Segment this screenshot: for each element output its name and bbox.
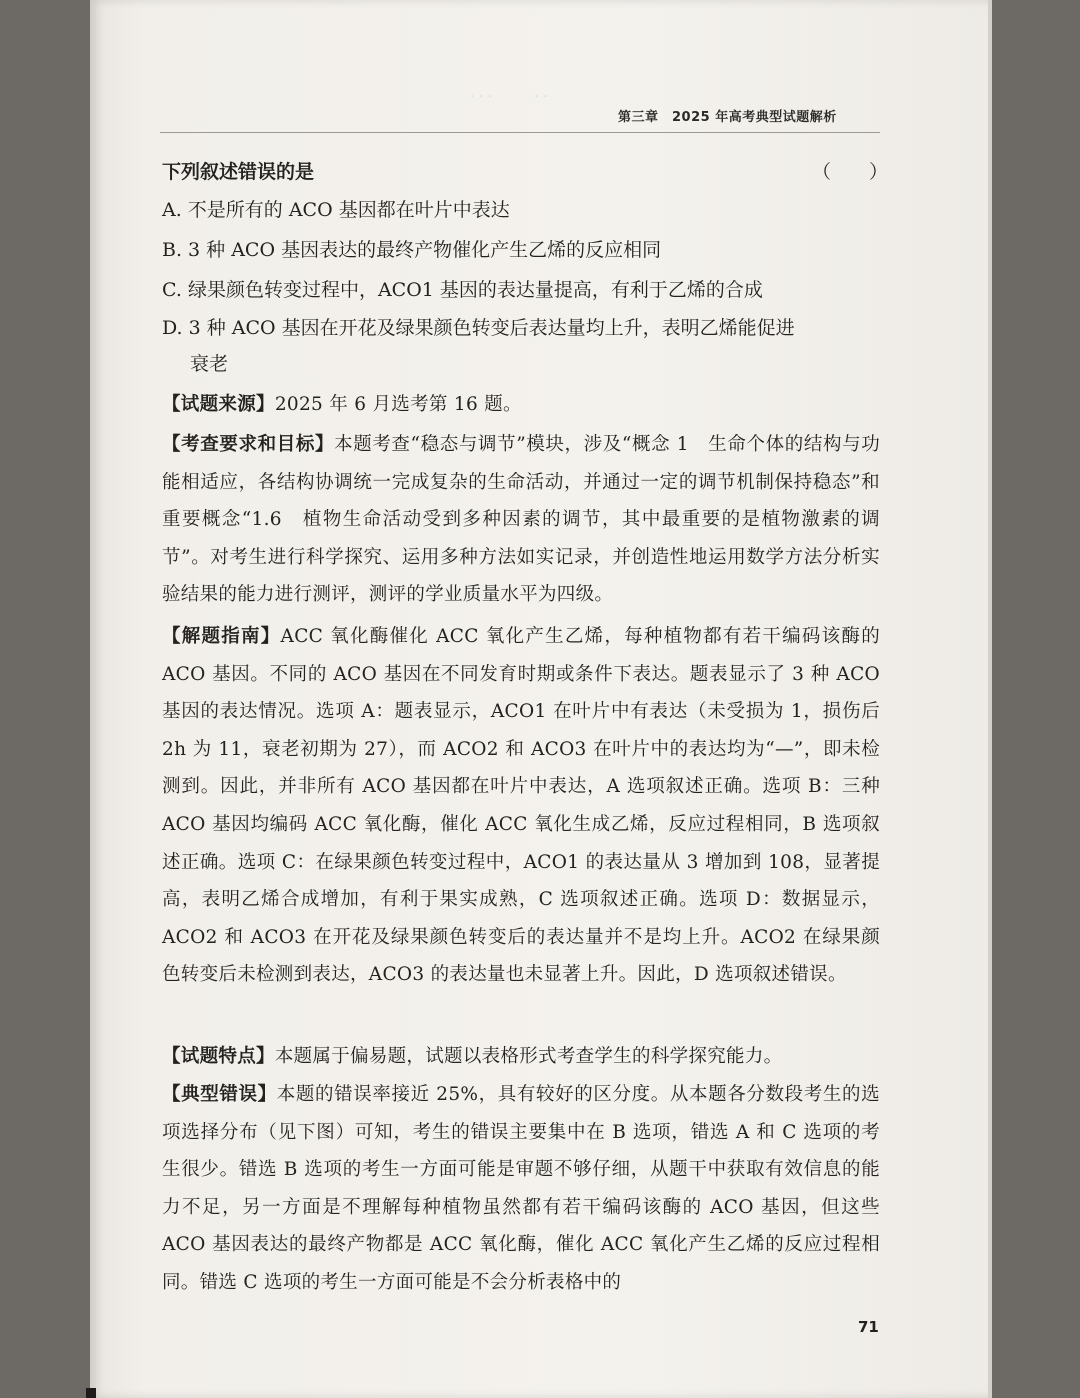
errors-text: 本题的错误率接近 25%，具有较好的区分度。从本题各分数段考生的选项选择分布（见下图）可知，考生的错误主要集中在 B 选项，错选 A 和 C 选项的考生很少。错选 B 选项的考生一方面可能是审题不够仔细，从题干中获取有效信息的能力不足，另一方面是不理解每种植物虽然都有若干编码该酶的 ACO 基因，但这些 ACO 基因表达的最终产物都是 ACC 氧化酶，催化 ACC 氧化产生乙烯的反应过程相同。错选 C 选项的考生一方面可能是不会分析表格中的 xyxy=(162,1084,880,1293)
page-edge xyxy=(988,0,992,1398)
option-d-continued: 衰老 xyxy=(190,353,229,375)
errors-paragraph xyxy=(162,1076,880,1302)
guide-label: 【解题指南】 xyxy=(162,626,281,647)
option-d: D. 3 种 ACO 基因在开花及绿果颜色转变后表达量均上升，表明乙烯能促进 xyxy=(162,317,795,339)
bleed-through-text: · · · · · xyxy=(470,89,548,105)
answer-blank: （ ） xyxy=(812,161,889,183)
feature-text: 本题属于偏易题，试题以表格形式考查学生的科学探究能力。 xyxy=(274,1046,783,1067)
header-rule xyxy=(160,132,880,133)
source-paragraph xyxy=(162,386,880,424)
feature-label: 【试题特点】 xyxy=(162,1046,275,1067)
requirement-label: 【考查要求和目标】 xyxy=(162,434,335,455)
option-a: A. 不是所有的 ACO 基因都在叶片中表达 xyxy=(162,199,510,221)
feature-paragraph xyxy=(162,1038,880,1076)
errors-label: 【典型错误】 xyxy=(162,1084,277,1105)
running-head: 第三章 2025 年高考典型试题解析 xyxy=(618,110,837,125)
corner-mark xyxy=(86,1388,96,1398)
requirement-text: 本题考查“稳态与调节”模块，涉及“概念 1 生命个体的结构与功能相适应，各结构协调统一完成复杂的生命活动，并通过一定的调节机制保持稳态”和重要概念“1.6 植物生命活动受到多种因素的调节，其中最重要的是植物激素的调节”。对考生进行科学探究、运用多种方法如实记录，并创造性地运用数学方法分析实验结果的能力进行测评，测评的学业质量水平为四级。 xyxy=(162,434,880,606)
guide-text: ACC 氧化酶催化 ACC 氧化产生乙烯，每种植物都有若干编码该酶的 ACO 基因。不同的 ACO 基因在不同发育时期或条件下表达。题表显示了 3 种 ACO 基因的表达情况。选项 A：题表显示，ACO1 在叶片中有表达（未受损为 1，损伤后 2h 为 11，衰老初期为 27），而 ACO2 和 ACO3 在叶片中的表达均为“—”，即未检测到。因此，并非所有 ACO 基因都在叶片中表达，A 选项叙述正确。选项 B：三种 ACO 基因均编码 ACC 氧化酶，催化 ACC 氧化生成乙烯，反应过程相同，B 选项叙述正确。选项 C：在绿果颜色转变过程中，ACO1 的表达量从 3 增加到 108，显著提高，表明乙烯合成增加，有利于果实成熟，C 选项叙述正确。选项 D：数据显示，ACO2 和 ACO3 在开花及绿果颜色转变后的表达量并不是均上升。ACO2 在绿果颜色转变后未检测到表达，ACO3 的表达量也未显著上升。因此，D 选项叙述错误。 xyxy=(162,626,880,986)
page-number: 71 xyxy=(858,1318,879,1336)
requirement-paragraph xyxy=(162,426,880,614)
option-b: B. 3 种 ACO 基因表达的最终产物催化产生乙烯的反应相同 xyxy=(162,239,662,261)
option-c: C. 绿果颜色转变过程中，ACO1 基因的表达量提高，有利于乙烯的合成 xyxy=(162,279,763,301)
question-stem: 下列叙述错误的是 xyxy=(162,161,315,183)
source-text: 2025 年 6 月选考第 16 题。 xyxy=(274,394,522,415)
source-label: 【试题来源】 xyxy=(162,394,275,415)
guide-paragraph xyxy=(162,618,880,994)
